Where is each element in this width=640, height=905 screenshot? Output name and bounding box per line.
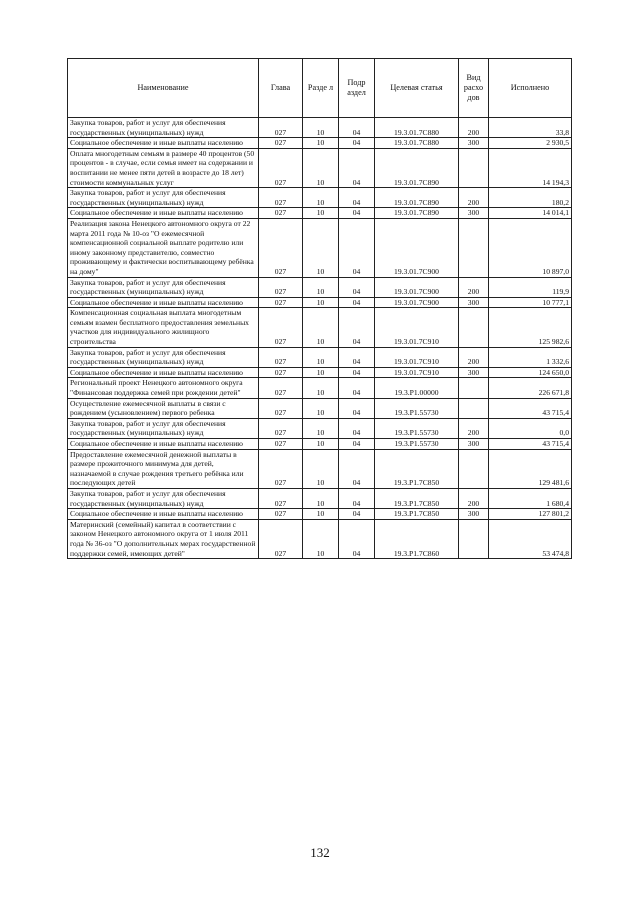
table-row [68,488,572,508]
cell-target: 19.3.01.7С910 [375,367,459,378]
cell-section: 10 [303,449,339,488]
cell-chapter: 027 [259,519,303,558]
cell-target: 19.3.01.7С880 [375,138,459,149]
table-row [68,439,572,450]
cell-section: 10 [303,148,339,187]
table-row [68,138,572,149]
cell-name: Социальное обеспечение и иные выплаты населению [68,208,259,219]
cell-subsection: 04 [339,418,375,438]
cell-name: Социальное обеспечение и иные выплаты населению [68,138,259,149]
header-target: Целевая статья [375,59,459,118]
cell-target: 19.3.01.7С910 [375,308,459,347]
cell-section: 10 [303,118,339,138]
cell-target: 19.3.01.7С890 [375,208,459,219]
cell-executed: 33,8 [489,118,572,138]
cell-executed: 180,2 [489,188,572,208]
cell-subsection: 04 [339,188,375,208]
cell-chapter: 027 [259,367,303,378]
cell-executed: 129 481,6 [489,449,572,488]
cell-subsection: 04 [339,208,375,219]
cell-exptype: 300 [459,208,489,219]
cell-target: 19.3.01.7С890 [375,188,459,208]
cell-subsection: 04 [339,297,375,308]
cell-subsection: 04 [339,378,375,398]
cell-chapter: 027 [259,208,303,219]
cell-executed: 10 897,0 [489,218,572,277]
cell-subsection: 04 [339,398,375,418]
cell-chapter: 027 [259,218,303,277]
cell-name: Социальное обеспечение и иные выплаты населению [68,439,259,450]
cell-chapter: 027 [259,138,303,149]
cell-target: 19.3.01.7С900 [375,277,459,297]
cell-section: 10 [303,308,339,347]
table-body [68,118,572,559]
cell-exptype [459,148,489,187]
cell-executed: 1 680,4 [489,488,572,508]
cell-exptype: 200 [459,347,489,367]
cell-chapter: 027 [259,449,303,488]
cell-section: 10 [303,398,339,418]
cell-exptype: 300 [459,439,489,450]
cell-exptype: 200 [459,277,489,297]
cell-chapter: 027 [259,297,303,308]
cell-executed: 127 801,2 [489,509,572,520]
table-row [68,398,572,418]
cell-section: 10 [303,208,339,219]
cell-exptype [459,218,489,277]
cell-executed: 2 930,5 [489,138,572,149]
cell-subsection: 04 [339,118,375,138]
cell-section: 10 [303,367,339,378]
cell-target: 19.3.P1.7С850 [375,509,459,520]
cell-exptype: 300 [459,138,489,149]
cell-executed: 0,0 [489,418,572,438]
table-row [68,297,572,308]
cell-executed: 119,9 [489,277,572,297]
cell-subsection: 04 [339,308,375,347]
cell-name: Осуществление ежемесячной выплаты в связи с рождением (усыновлением) первого ребенка [68,398,259,418]
cell-subsection: 04 [339,519,375,558]
table-row [68,449,572,488]
cell-target: 19.3.P1.7С860 [375,519,459,558]
cell-executed: 43 715,4 [489,439,572,450]
cell-section: 10 [303,509,339,520]
cell-subsection: 04 [339,509,375,520]
cell-target: 19.3.P1.55730 [375,439,459,450]
cell-exptype: 300 [459,297,489,308]
cell-target: 19.3.01.7С910 [375,347,459,367]
table-row [68,148,572,187]
cell-subsection: 04 [339,277,375,297]
cell-name: Региональный проект Ненецкого автономного округа "Финансовая поддержка семей при рождении детей" [68,378,259,398]
cell-executed: 124 650,0 [489,367,572,378]
cell-subsection: 04 [339,449,375,488]
cell-name: Социальное обеспечение и иные выплаты населению [68,367,259,378]
cell-exptype: 200 [459,418,489,438]
table-row [68,367,572,378]
cell-chapter: 027 [259,277,303,297]
table-row [68,378,572,398]
cell-executed: 14 194,3 [489,148,572,187]
cell-subsection: 04 [339,488,375,508]
cell-chapter: 027 [259,308,303,347]
cell-executed: 53 474,8 [489,519,572,558]
cell-name: Закупка товаров, работ и услуг для обеспечения государственных (муниципальных) нужд [68,188,259,208]
header-subsection: Подр аздел [339,59,375,118]
cell-chapter: 027 [259,347,303,367]
cell-executed: 1 332,6 [489,347,572,367]
cell-name: Закупка товаров, работ и услуг для обеспечения государственных (муниципальных) нужд [68,347,259,367]
header-exptype: Вид расхо дов [459,59,489,118]
table-row [68,208,572,219]
cell-section: 10 [303,347,339,367]
cell-section: 10 [303,418,339,438]
cell-chapter: 027 [259,118,303,138]
cell-chapter: 027 [259,188,303,208]
cell-target: 19.3.01.7С900 [375,218,459,277]
cell-name: Компенсационная социальная выплата многодетным семьям взамен бесплатного предоставления земельных участков для индивидуального жилищного строительства [68,308,259,347]
cell-name: Закупка товаров, работ и услуг для обеспечения государственных (муниципальных) нужд [68,488,259,508]
cell-exptype [459,449,489,488]
cell-exptype: 200 [459,118,489,138]
cell-name: Социальное обеспечение и иные выплаты населению [68,297,259,308]
table-row [68,509,572,520]
cell-exptype [459,398,489,418]
cell-subsection: 04 [339,367,375,378]
cell-exptype [459,308,489,347]
cell-executed: 43 715,4 [489,398,572,418]
cell-executed: 226 671,8 [489,378,572,398]
cell-executed: 10 777,1 [489,297,572,308]
cell-chapter: 027 [259,488,303,508]
cell-exptype [459,378,489,398]
cell-section: 10 [303,439,339,450]
cell-name: Закупка товаров, работ и услуг для обеспечения государственных (муниципальных) нужд [68,277,259,297]
table-row [68,188,572,208]
cell-chapter: 027 [259,439,303,450]
header-executed: Исполнено [489,59,572,118]
cell-exptype: 200 [459,188,489,208]
cell-subsection: 04 [339,148,375,187]
cell-target: 19.3.P1.55730 [375,398,459,418]
cell-target: 19.3.P1.00000 [375,378,459,398]
cell-target: 19.3.P1.55730 [375,418,459,438]
cell-target: 19.3.P1.7С850 [375,449,459,488]
table-row [68,118,572,138]
cell-name: Социальное обеспечение и иные выплаты населению [68,509,259,520]
cell-section: 10 [303,297,339,308]
table-row [68,218,572,277]
cell-name: Закупка товаров, работ и услуг для обеспечения государственных (муниципальных) нужд [68,118,259,138]
cell-subsection: 04 [339,138,375,149]
budget-table [67,58,572,559]
cell-section: 10 [303,277,339,297]
header-chapter: Глава [259,59,303,118]
header-name: Наименование [68,59,259,118]
cell-chapter: 027 [259,378,303,398]
cell-name: Закупка товаров, работ и услуг для обеспечения государственных (муниципальных) нужд [68,418,259,438]
cell-chapter: 027 [259,509,303,520]
cell-chapter: 027 [259,418,303,438]
cell-exptype: 200 [459,488,489,508]
cell-section: 10 [303,188,339,208]
cell-exptype: 300 [459,509,489,520]
table-header-row [68,59,572,118]
cell-section: 10 [303,218,339,277]
cell-name: Материнский (семейный) капитал в соответствии с законом Ненецкого автономного округа от 1 июля 2011 года № 36-оз "О дополнительных мерах государственной поддержки семей, имеющих детей" [68,519,259,558]
table-row [68,277,572,297]
cell-subsection: 04 [339,218,375,277]
cell-exptype [459,519,489,558]
cell-executed: 125 982,6 [489,308,572,347]
cell-section: 10 [303,488,339,508]
cell-target: 19.3.P1.7С850 [375,488,459,508]
table-row [68,519,572,558]
cell-chapter: 027 [259,398,303,418]
cell-chapter: 027 [259,148,303,187]
cell-section: 10 [303,378,339,398]
cell-target: 19.3.01.7С900 [375,297,459,308]
cell-name: Предоставление ежемесячной денежной выплаты в размере прожиточного минимума для детей, назначаемой в случае рождения третьего ребёнка или последующих детей [68,449,259,488]
cell-exptype: 300 [459,367,489,378]
cell-target: 19.3.01.7С880 [375,118,459,138]
cell-subsection: 04 [339,347,375,367]
header-section: Разде л [303,59,339,118]
cell-name: Реализация закона Ненецкого автономного округа от 22 марта 2011 года № 10-оз "О ежемесячной компенсационной социальной выплате родителю или иному законному представителю, совместно проживающему и фактически воспитывающему ребёнка на дому" [68,218,259,277]
table-row [68,308,572,347]
table-row [68,418,572,438]
cell-section: 10 [303,519,339,558]
page-number: 132 [310,845,330,860]
cell-name: Оплата многодетным семьям в размере 40 процентов (50 процентов - в случае, если семья имеет на содержании и воспитании не менее пяти детей в возрасте до 18 лет) стоимости коммунальных услуг [68,148,259,187]
cell-executed: 14 014,1 [489,208,572,219]
cell-target: 19.3.01.7С890 [375,148,459,187]
cell-subsection: 04 [339,439,375,450]
cell-section: 10 [303,138,339,149]
table-row [68,347,572,367]
